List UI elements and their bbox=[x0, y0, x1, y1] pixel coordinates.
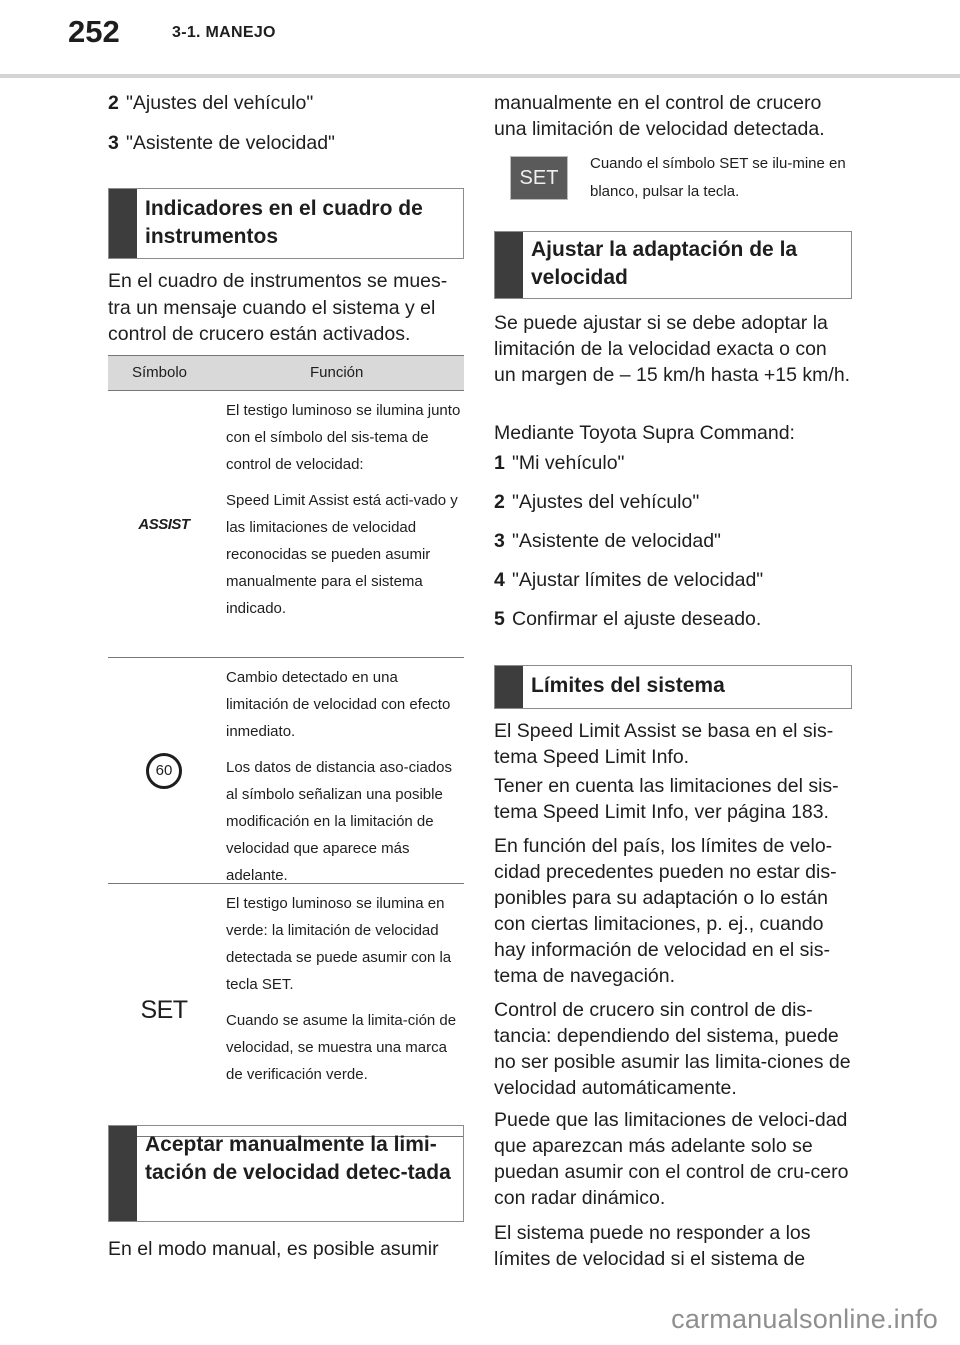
row-description: Los datos de distancia aso-ciados al símbolo señalizan una posible modificación en la limitación de velocidad que aparece más adelante. bbox=[226, 759, 452, 884]
heading-bar bbox=[495, 666, 523, 708]
section-heading-indicators: Indicadores en el cuadro de instrumentos bbox=[108, 188, 464, 259]
watermark: carmanualsonline.info bbox=[671, 1304, 938, 1334]
intro-paragraph: manualmente en el control de crucero una limitación de velocidad detectada. bbox=[494, 92, 825, 140]
table-row bbox=[108, 391, 464, 658]
body-paragraph: El sistema puede no responder a los límites de velocidad si el sistema de bbox=[494, 1222, 811, 1270]
row-description: Cuando se asume la limita-ción de velocidad, se muestra una marca de verificación verde. bbox=[226, 1012, 457, 1083]
header-divider bbox=[0, 74, 960, 78]
section-title: 3-1. MANEJO bbox=[172, 24, 276, 41]
outro-paragraph: En el modo manual, es posible asumir bbox=[108, 1238, 439, 1260]
step-item: 5 Confirmar el ajuste deseado. bbox=[494, 608, 762, 630]
heading-bar bbox=[495, 232, 523, 298]
body-paragraph: Mediante Toyota Supra Command: bbox=[494, 422, 795, 444]
body-paragraph: Se puede ajustar si se debe adoptar la limitación de la velocidad exacta o con un margen de – 15 km/h hasta +15 km/h. bbox=[494, 312, 851, 386]
page-number: 252 bbox=[68, 14, 120, 49]
row-description: El testigo luminoso se ilumina junto con el símbolo del sis-tema de control de velocidad: bbox=[226, 402, 461, 473]
body-paragraph: Puede que las limitaciones de veloci-dad que aparezcan más adelante solo se puedan asumir con el control de cru-cero con radar dinámico. bbox=[494, 1109, 849, 1209]
indicator-table bbox=[108, 355, 464, 1083]
set-key-note: Cuando el símbolo SET se ilu-mine en blanco, pulsar la tecla. bbox=[590, 155, 846, 200]
set-key-icon: SET bbox=[510, 156, 568, 200]
column-header-function: Función bbox=[310, 364, 364, 381]
step-item: 3 "Asistente de velocidad" bbox=[108, 132, 335, 154]
row-description: Cambio detectado en una limitación de velocidad con efecto inmediato. bbox=[226, 669, 451, 740]
heading-bar bbox=[109, 189, 137, 258]
step-item: 1 "Mi vehículo" bbox=[494, 452, 625, 474]
set-indicator-icon: SET bbox=[140, 995, 188, 1024]
body-paragraph: Tener en cuenta las limitaciones del sis-tema Speed Limit Info, ver página 183. bbox=[494, 775, 839, 823]
body-paragraph: El Speed Limit Assist se basa en el sis-tema Speed Limit Info. bbox=[494, 720, 834, 768]
table-row bbox=[108, 658, 464, 884]
assist-indicator-icon: ASSIST bbox=[138, 515, 190, 533]
column-header-symbol: Símbolo bbox=[132, 364, 188, 381]
section-heading-adaptation: Ajustar la adaptación de la velocidad bbox=[494, 231, 852, 299]
speed-limit-sign-icon: 60 bbox=[146, 753, 182, 789]
step-item: 2 "Ajustes del vehículo" bbox=[494, 491, 700, 513]
section-heading-limits: Límites del sistema bbox=[494, 665, 852, 709]
row-description: Speed Limit Assist está acti-vado y las limitaciones de velocidad reconocidas se pueden asumir manualmente para el sistema indicado. bbox=[226, 492, 458, 617]
step-item: 3 "Asistente de velocidad" bbox=[494, 530, 721, 552]
body-paragraph: Control de crucero sin control de dis-tancia: dependiendo del sistema, puede no ser posible asumir las limita-ciones de velocidad automáticamente. bbox=[494, 999, 851, 1099]
table-header bbox=[108, 355, 464, 391]
step-item: 4 "Ajustar límites de velocidad" bbox=[494, 569, 764, 591]
row-description: El testigo luminoso se ilumina en verde: la limitación de velocidad detectada se puede asumir con la tecla SET. bbox=[226, 895, 452, 993]
intro-paragraph: En el cuadro de instrumentos se mues-tra un mensaje cuando el sistema y el control de crucero están activados. bbox=[108, 270, 448, 345]
heading-bar bbox=[109, 1126, 137, 1221]
step-item: 2 "Ajustes del vehículo" bbox=[108, 92, 314, 114]
body-paragraph: En función del país, los límites de velo-cidad precedentes pueden no estar dis-ponibles para su adaptación o lo están con ciertas limitaciones, p. ej., cuando hay información de velocidad en el sis-tema de navegación. bbox=[494, 835, 837, 987]
table-row bbox=[108, 884, 464, 1137]
section-heading-manual-accept: Aceptar manualmente la limi-tación de velocidad detec-tada bbox=[108, 1125, 464, 1222]
